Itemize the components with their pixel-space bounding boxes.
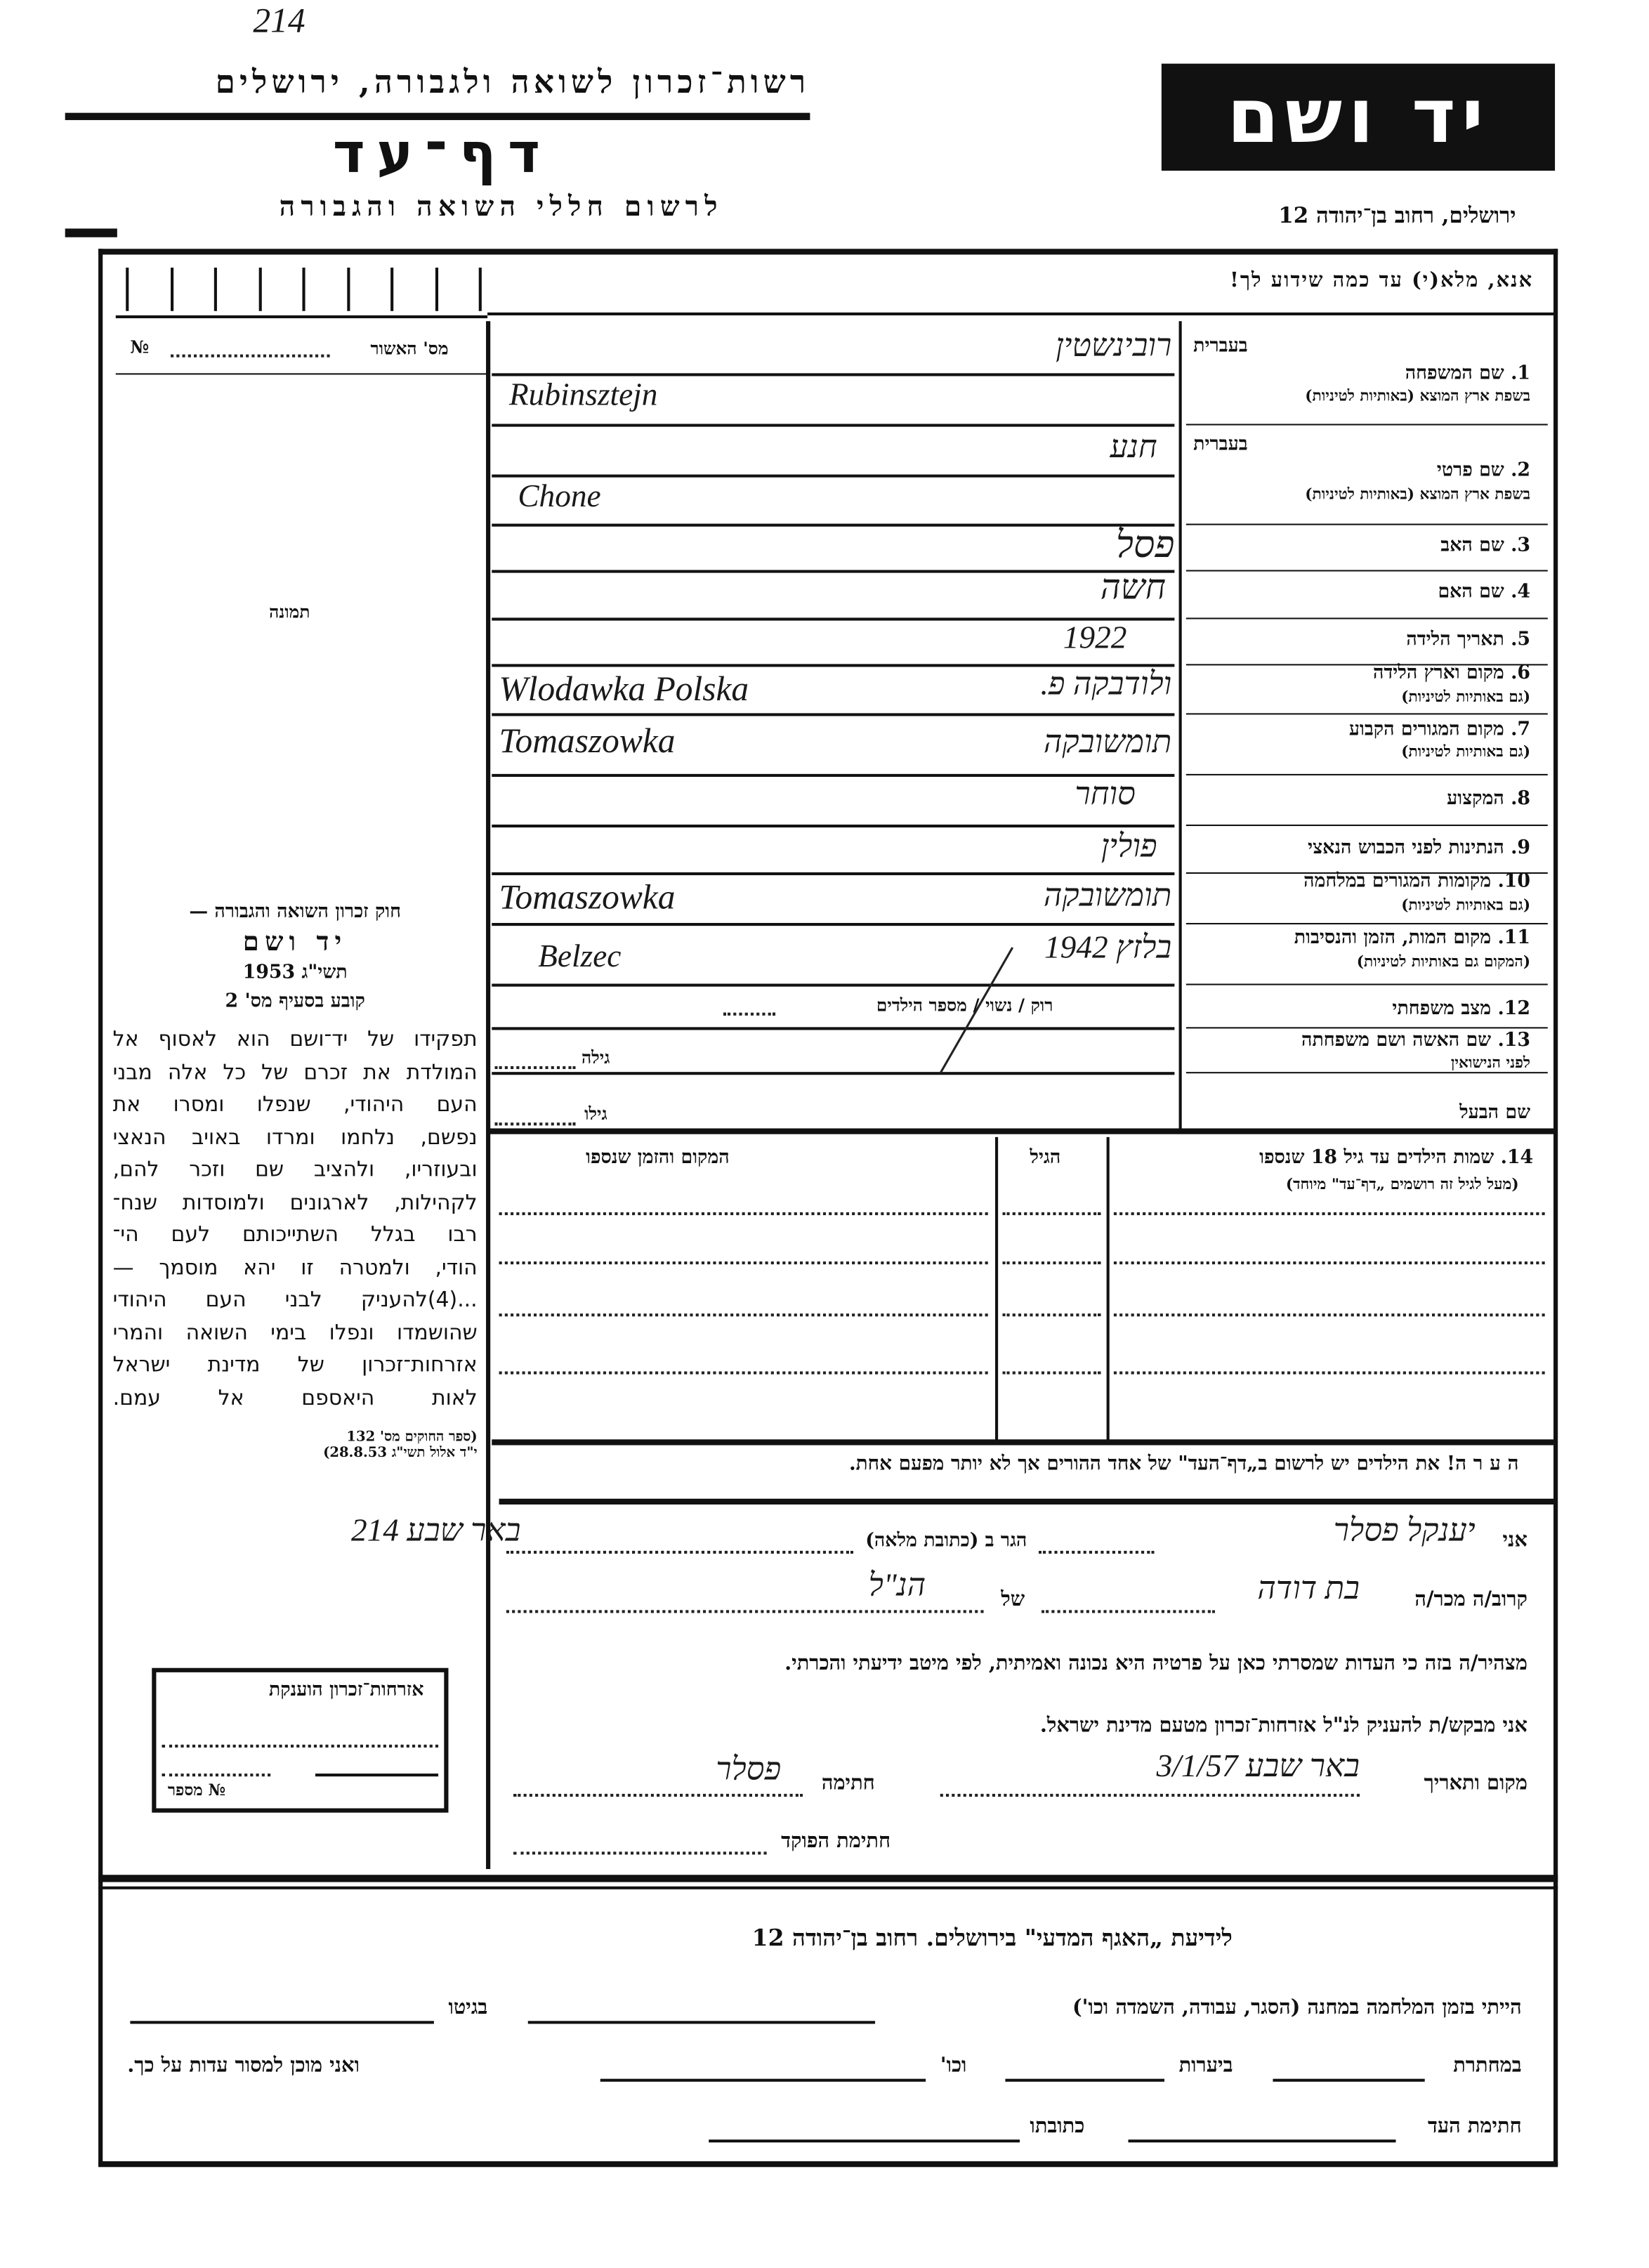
value-row-line	[492, 984, 1174, 987]
approval-number-box-divider	[390, 268, 393, 311]
law-line: לאות היאספם אל עמם.	[112, 1387, 478, 1410]
camp-field[interactable]	[528, 2021, 875, 2024]
divider	[492, 1439, 1553, 1445]
law-line: הודי, ולמטרה זו יהא מוסמך —	[112, 1256, 478, 1280]
of-field[interactable]	[506, 1610, 984, 1613]
wife-name-label: 13. שם האשה ושם משפחתה	[1301, 1030, 1531, 1052]
law-text-block	[113, 900, 478, 1461]
children-count-field[interactable]	[723, 1013, 775, 1016]
profession-label: 8. המקצוע	[1447, 788, 1531, 811]
form-subtitle: לרשום חללי השואה והגבורה	[279, 190, 723, 223]
approval-number-box-divider	[214, 268, 217, 311]
forests-field[interactable]	[1005, 2079, 1164, 2082]
child-place-field[interactable]	[499, 1261, 988, 1264]
law-clause: קובע בסעיף מס' 2	[225, 990, 365, 1013]
nationality-value[interactable]: פולין	[1101, 827, 1157, 864]
wife-name-sublabel: לפני הנישואין	[1450, 1054, 1531, 1073]
children-names-label: 14. שמות הילדים עד גיל 18 שנספו	[1259, 1147, 1534, 1169]
bottom-title: לידיעת „האגף המדעי" בירושלים. רחוב בן־יהודה 12	[751, 1924, 1233, 1952]
place-date-label: מקום ותאריך	[1424, 1772, 1528, 1795]
organization-name: רשות־זכרון לשואה ולגבורה, ירושלים	[215, 63, 810, 102]
address: ירושלים, רחוב בן־יהודה 12	[1278, 202, 1516, 229]
value-row-line	[492, 923, 1174, 926]
divider	[98, 1875, 1558, 1882]
approval-number-field[interactable]	[171, 355, 330, 358]
marital-status-options: רוק / נשוי / מספר הילדים	[876, 995, 1053, 1016]
label-row-line	[1186, 984, 1548, 985]
address-value[interactable]: באר שבע 214	[350, 1512, 521, 1548]
header-rule	[65, 113, 810, 120]
note-text: ה ע ר ה! את הילדים יש לרשום ב„דף־העד" של אחד ההורים אך לא יותר מפעם אחת.	[848, 1452, 1519, 1476]
law-line: המולדת את זכרם של כל אלה מבני	[112, 1061, 478, 1084]
place-date-value[interactable]: באר שבע 3/1/57	[1156, 1747, 1360, 1784]
birth-date-value[interactable]: 1922	[1063, 619, 1127, 655]
child-name-field[interactable]	[1114, 1372, 1545, 1375]
relation-value[interactable]: בת דודה	[1257, 1569, 1360, 1606]
mother-name-label: 4. שם האם	[1438, 581, 1531, 603]
label-column-border	[1179, 321, 1182, 1131]
law-title: חוק זכרון השואה והגבורה —	[189, 901, 401, 924]
citizenship-field[interactable]	[162, 1745, 438, 1748]
witness-address-label: כתובתו	[1030, 2115, 1085, 2139]
birth-place-hebrew-value[interactable]: ולודבקה פ.	[1040, 665, 1172, 702]
frame-bottom	[98, 2161, 1558, 2167]
of-value[interactable]: הנ"ל	[868, 1566, 926, 1604]
label-row-line	[1186, 923, 1548, 924]
wartime-residence-hebrew-value[interactable]: תומשובקה	[1043, 877, 1172, 913]
handwritten-strike-mark	[926, 940, 1027, 1078]
form-title: דף־עד	[332, 122, 552, 185]
handwritten-page-number: 214	[253, 3, 306, 41]
approval-number-box-divider	[435, 268, 438, 311]
family-name-sublabel: בשפת ארץ המוצא (באותיות לטיניות)	[1305, 387, 1531, 405]
label-row-line	[1186, 424, 1548, 425]
child-age-field[interactable]	[1002, 1313, 1101, 1316]
child-place-field[interactable]	[499, 1372, 988, 1375]
approval-number-box-divider	[126, 268, 129, 311]
children-column-border	[995, 1137, 998, 1441]
officer-signature-label: חתימת הפוקד	[781, 1830, 891, 1854]
law-line: העם היהודי, שנפלו ומסרו את	[112, 1094, 478, 1117]
husband-name-label: שם הבעל	[1459, 1102, 1531, 1125]
children-names-sublabel: (מעל לגיל זה רושמים „דף־עד" מיוחד)	[1285, 1176, 1519, 1194]
residence-latin-value[interactable]: Tomaszowka	[499, 723, 676, 761]
child-name-field[interactable]	[1114, 1212, 1545, 1215]
logo-text: יד ושם	[1227, 74, 1490, 161]
husband-age-label: גילו	[584, 1103, 607, 1125]
first-name-label: 2. שם פרטי	[1436, 459, 1531, 482]
law-year: תשי"ג 1953	[242, 962, 348, 984]
child-age-field[interactable]	[1002, 1261, 1101, 1264]
value-row-line	[492, 424, 1174, 426]
birth-place-latin-value[interactable]: Wlodawka Polska	[499, 671, 749, 709]
place-date-field[interactable]	[940, 1794, 1360, 1797]
death-place-label: 11. מקום המות, הזמן והנסיבות	[1294, 927, 1531, 950]
officer-signature-field[interactable]	[513, 1851, 766, 1854]
relation-label: קרוב/ה מכר/ה	[1414, 1588, 1528, 1612]
approval-number-box-divider	[258, 268, 261, 311]
citizenship-title: אזרחות־זכרון הוענקת	[268, 1679, 424, 1702]
law-line: נפשם, נלחמו ומרדו באויב הנאצי	[112, 1126, 478, 1150]
citizenship-number-label: № מספר	[167, 1781, 226, 1800]
divider	[499, 1499, 1553, 1505]
etc-field[interactable]	[600, 2079, 926, 2082]
death-place-hebrew-value[interactable]: בלזץ 1942	[1044, 929, 1172, 965]
child-place-field[interactable]	[499, 1313, 988, 1316]
wartime-residence-latin-value[interactable]: Tomaszowka	[499, 879, 676, 917]
label-row-line	[1186, 524, 1548, 525]
ghetto-field[interactable]	[130, 2021, 434, 2024]
residence-hebrew-value[interactable]: תומשובקה	[1043, 723, 1172, 760]
value-row-line	[492, 524, 1174, 527]
value-row-line	[492, 1072, 1174, 1075]
law-line: ובעוזריו, ולהציב שם וזכר להם,	[112, 1158, 478, 1182]
forests-label: ביערות	[1178, 2054, 1233, 2078]
citizenship-number-field[interactable]	[162, 1774, 270, 1776]
label-row-line	[1186, 617, 1548, 619]
law-paragraph	[113, 1024, 478, 1415]
children-column-border	[1107, 1137, 1110, 1441]
child-place-field[interactable]	[499, 1212, 988, 1215]
photo-label: תמונה	[269, 601, 310, 622]
address-label: הגר ב (כתובת מלאה)	[865, 1530, 1027, 1552]
value-row-line	[492, 825, 1174, 827]
relation-field[interactable]	[1042, 1610, 1215, 1613]
label-row-line	[1186, 570, 1548, 571]
divider	[487, 313, 1553, 315]
divider	[98, 1887, 1558, 1889]
residence-label: 7. מקום המגורים הקבוע	[1348, 719, 1531, 741]
profession-value[interactable]: סוחר	[1075, 775, 1136, 812]
wartime-residence-sublabel: (גם באותיות לטיניות)	[1401, 896, 1531, 915]
etc-label: וכו'	[940, 2054, 967, 2078]
birth-date-label: 5. תאריך הלידה	[1406, 629, 1531, 651]
law-line: תפקידו של יד־ושם הוא לאסוף אל	[112, 1028, 478, 1052]
law-reference-date: י"ד אלול תשי"ג 28.8.53)	[323, 1445, 478, 1462]
underground-label: במחתרת	[1453, 2054, 1522, 2078]
witness-address-field[interactable]	[709, 2139, 1020, 2142]
label-row-line	[1186, 825, 1548, 826]
father-name-value[interactable]: פסל	[1115, 523, 1175, 566]
underground-field[interactable]	[1273, 2079, 1424, 2082]
first-name-hebrew-value[interactable]: חנע	[1110, 428, 1157, 465]
wartime-residence-label: 10. מקומות המגורים במלחמה	[1303, 870, 1531, 893]
death-place-latin-value[interactable]: Belzec	[538, 937, 622, 974]
divider	[315, 1774, 438, 1776]
first-name-latin-value[interactable]: Chone	[518, 477, 601, 514]
approval-number-sign: №	[130, 336, 150, 358]
of-label: של	[1001, 1588, 1025, 1612]
label-row-line	[1186, 1072, 1548, 1073]
child-name-field[interactable]	[1114, 1261, 1545, 1264]
decorative-bar	[65, 228, 117, 237]
divider	[487, 1128, 1553, 1134]
law-line: אזרחות־זכרון של מדינת ישראל	[112, 1353, 478, 1377]
family-name-latin-value[interactable]: Rubinsztejn	[508, 376, 658, 412]
frame-top	[98, 249, 1558, 254]
residence-sublabel: (גם באותיות לטיניות)	[1401, 743, 1531, 761]
approval-number-label: מס' האשור	[370, 338, 449, 359]
law-line: לקהילות, לארגונים ולמוסדות שנח־	[112, 1191, 478, 1215]
divider	[116, 373, 487, 374]
child-name-field[interactable]	[1114, 1313, 1545, 1316]
approval-number-box-divider	[479, 268, 482, 311]
law-line: רבו בגלל השתייכותם לעם הי־	[112, 1224, 478, 1247]
willing-testify-text: ואני מוכן למסור עדות על כך.	[127, 2054, 360, 2078]
camp-label: הייתי בזמן המלחמה במחנה (הסגר, עבודה, השמדה וכו')	[1072, 1996, 1522, 2020]
value-row-line	[492, 570, 1174, 572]
first-name-sublabel: בשפת ארץ המוצא (באותיות לטיניות)	[1305, 486, 1531, 504]
wife-age-label: גילה	[581, 1047, 610, 1068]
signature-field[interactable]	[513, 1794, 803, 1797]
label-row-line	[1186, 713, 1548, 714]
citizenship-request: אני מבקש/ת להעניק לנ"ל אזרחות־זכרון מטעם מדינת ישראל.	[1039, 1714, 1528, 1738]
citizenship-box	[152, 1668, 448, 1813]
ghetto-label: בגיטו	[448, 1996, 488, 2020]
instruction: אנא, מלא(י) עד כמה שידוע לך!	[1230, 269, 1534, 293]
children-place-header: המקום והזמן שנספו	[586, 1147, 730, 1169]
child-age-field[interactable]	[1002, 1372, 1101, 1375]
declarant-name-value[interactable]: יענקל פסלר	[1333, 1512, 1476, 1548]
birth-place-label: 6. מקום וארץ הלידה	[1373, 662, 1531, 685]
approval-number-box-divider	[170, 268, 173, 311]
declaration-statement: מצהיר/ה בזה כי העדות שמסרתי כאן על פרטיה היא נכונה ואמיתית, לפי מיטב ידיעתי והכרתי.	[784, 1652, 1528, 1676]
birth-place-sublabel: (גם באותיות לטיניות)	[1401, 688, 1531, 707]
family-name-hebrew-value[interactable]: רובינשטין	[1056, 327, 1172, 363]
nationality-label: 9. הנתינות לפני הכבוש הנאצי	[1308, 837, 1531, 860]
law-reference: (ספר החוקים מס' 132	[346, 1429, 478, 1446]
approval-number-box-divider	[302, 268, 305, 311]
family-name-label: 1. שם המשפחה	[1405, 362, 1531, 385]
address-field[interactable]	[506, 1551, 853, 1554]
law-line: ...(4)להעניק לבני העם היהודי	[112, 1289, 478, 1313]
value-row-line	[492, 1027, 1174, 1030]
children-age-header: הגיל	[1030, 1147, 1061, 1169]
value-row-line	[492, 774, 1174, 777]
wife-age-field[interactable]	[494, 1066, 575, 1069]
declarant-label: אני	[1502, 1528, 1528, 1552]
in-hebrew-label: בעברית	[1193, 433, 1248, 456]
value-row-line	[492, 713, 1174, 716]
death-place-sublabel: (המקום גם באותיות לטיניות)	[1356, 953, 1531, 971]
left-column-border	[486, 321, 490, 1869]
signature-label: חתימה	[821, 1772, 875, 1795]
witness-signature-label: חתימת העד	[1427, 2115, 1522, 2139]
husband-age-field[interactable]	[494, 1122, 575, 1125]
signature-value[interactable]: פסלר	[716, 1750, 782, 1787]
mother-name-value[interactable]: חשה	[1100, 570, 1167, 608]
approval-number-box-divider	[346, 268, 349, 311]
witness-signature-field[interactable]	[1128, 2139, 1395, 2142]
label-row-line	[1186, 774, 1548, 775]
divider	[116, 315, 487, 318]
law-line: שהושמדו ונפלו בימי השואה והמרי	[112, 1321, 478, 1345]
marital-status-label: 12. מצב משפחתי	[1392, 998, 1531, 1021]
law-name: יד ושם	[242, 927, 348, 958]
in-hebrew-label: בעברית	[1193, 335, 1248, 358]
value-row-line	[492, 872, 1174, 875]
yad-vashem-logo	[1162, 64, 1555, 171]
father-name-label: 3. שם האב	[1440, 535, 1531, 557]
child-age-field[interactable]	[1002, 1212, 1101, 1215]
declarant-name-field[interactable]	[1039, 1551, 1155, 1554]
